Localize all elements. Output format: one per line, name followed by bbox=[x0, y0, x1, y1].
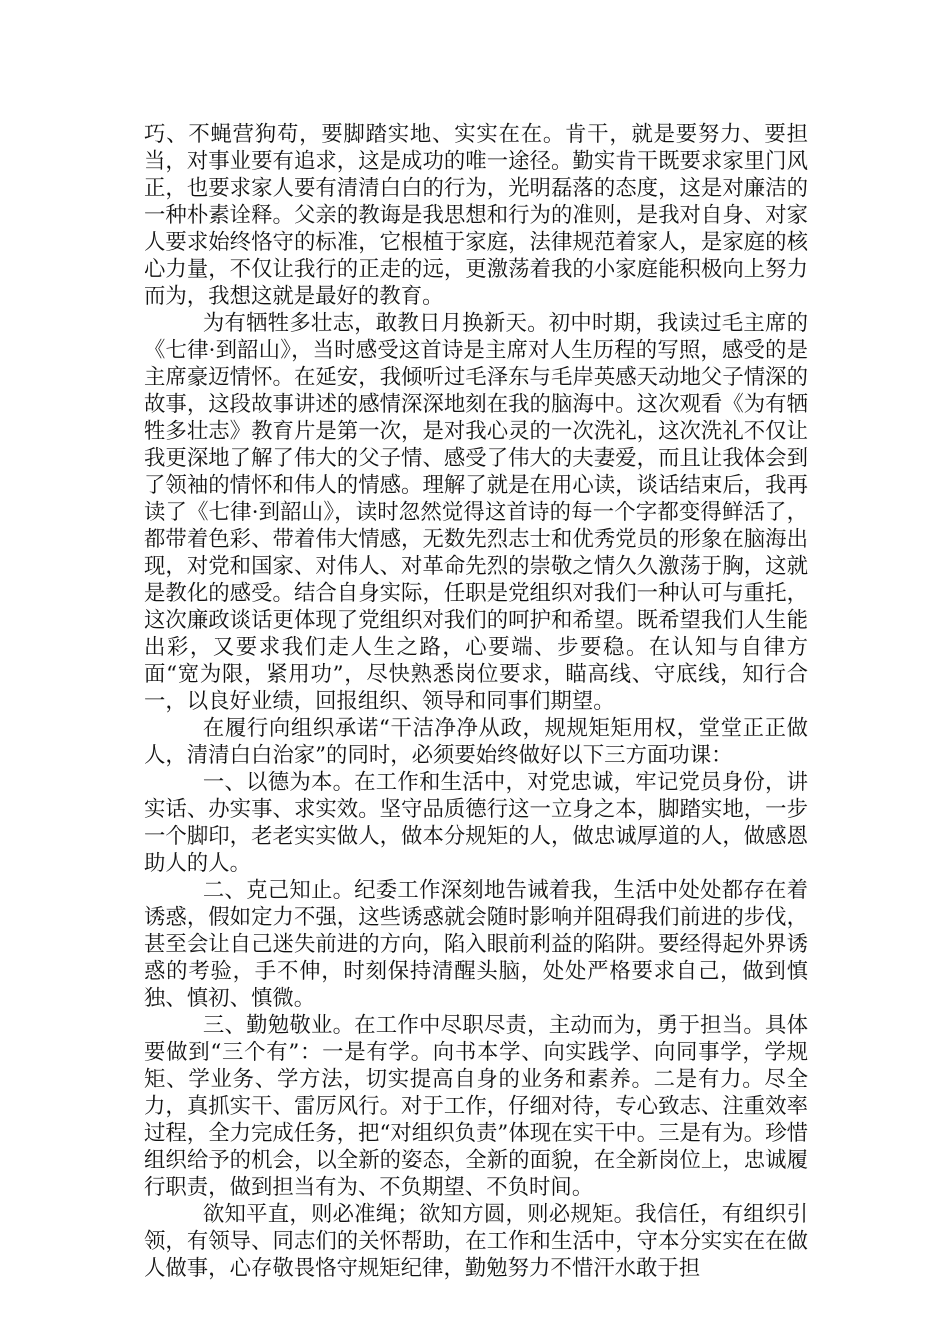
document-page bbox=[144, 121, 808, 1282]
paragraph: 巧、不蝇营狗苟，要脚踏实地、实实在在。肯干，就是要努力、要担当，对事业要有追求，这是成功的唯一途径。勤实肯干既要求家里门风正，也要求家人要有清清白白的行为，光明磊落的态度，这是对廉洁的一种朴素诠释。父亲的教诲是我思想和行为的准则，是我对自身、对家人要求始终恪守的标准，它根植于家庭，法律规范着家人，是家庭的核心力量，不仅让我行的正走的远，更激荡着我的小家庭能积极向上努力而为，我想这就是最好的教育。 bbox=[144, 122, 808, 309]
paragraph: 欲知平直，则必准绳；欲知方圆，则必规矩。我信任，有组织引领，有领导、同志们的关怀帮助，在工作和生活中，守本分实实在在做人做事，心存敬畏恪守规矩纪律，勤勉努力不惜汗水敢于担 bbox=[144, 1202, 808, 1281]
paragraph: 一、以德为本。在工作和生活中，对党忠诚，牢记党员身份，讲实话、办实事、求实效。坚守品质德行这一立身之本，脚踏实地，一步一个脚印，老老实实做人，做本分规矩的人，做忠诚厚道的人，做感恩助人的人。 bbox=[144, 770, 808, 876]
paragraph: 为有牺牲多壮志，敢教日月换新天。初中时期，我读过毛主席的《七律·到韶山》，当时感受这首诗是主席对人生历程的写照，感受的是主席豪迈情怀。在延安，我倾听过毛泽东与毛岸英感天动地父子情深的故事，这段故事讲述的感情深深地刻在我的脑海中。这次观看《为有牺牲多壮志》教育片是第一次，是对我心灵的一次洗礼，这次洗礼不仅让我更深地了解了伟大的父子情、感受了伟大的夫妻爱，而且让我体会到了领袖的情怀和伟人的情感。理解了就是在用心读，谈话结束后，我再读了《七律·到韶山》，读时忽然觉得这首诗的每一个字都变得鲜活了，都带着色彩、带着伟大情感，无数先烈志士和优秀党员的形象在脑海出现，对党和国家、对伟人、对革命先烈的崇敬之情久久激荡于胸，这就是教化的感受。结合自身实际，任职是党组织对我们一种认可与重托，这次廉政谈话更体现了党组织对我们的呵护和希望。既希望我们人生能出彩，又要求我们走人生之路，心要端、步要稳。在认知与自律方面“宽为限，紧用功”，尽快熟悉岗位要求，瞄高线、守底线，知行合一，以良好业绩，回报组织、领导和同事们期望。 bbox=[144, 311, 808, 714]
paragraph: 二、克己知止。纪委工作深刻地告诫着我，生活中处处都存在着诱惑，假如定力不强，这些诱惑就会随时影响并阻碍我们前进的步伐，甚至会让自己迷失前进的方向，陷入眼前利益的陷阱。要经得起外界诱惑的考验，手不伸，时刻保持清醒头脑，处处严格要求自己，做到慎独、慎初、慎微。 bbox=[144, 878, 808, 1011]
paragraph: 三、勤勉敬业。在工作中尽职尽责，主动而为，勇于担当。具体要做到“三个有”：一是有学。向书本学、向实践学、向同事学，学规矩、学业务、学方法，切实提高自身的业务和素养。二是有力。尽全力，真抓实干、雷厉风行。对于工作，仔细对待，专心致志、注重效率过程，全力完成任务，把“对组织负责”体现在实干中。三是有为。珍惜组织给予的机会，以全新的姿态，全新的面貌，在全新岗位上，忠诚履行职责，做到担当有为、不负期望、不负时间。 bbox=[144, 1013, 808, 1200]
paragraph: 在履行向组织承诺“干洁净净从政，规规矩矩用权，堂堂正正做人，清清白白治家”的同时，必须要始终做好以下三方面功课： bbox=[144, 716, 808, 768]
